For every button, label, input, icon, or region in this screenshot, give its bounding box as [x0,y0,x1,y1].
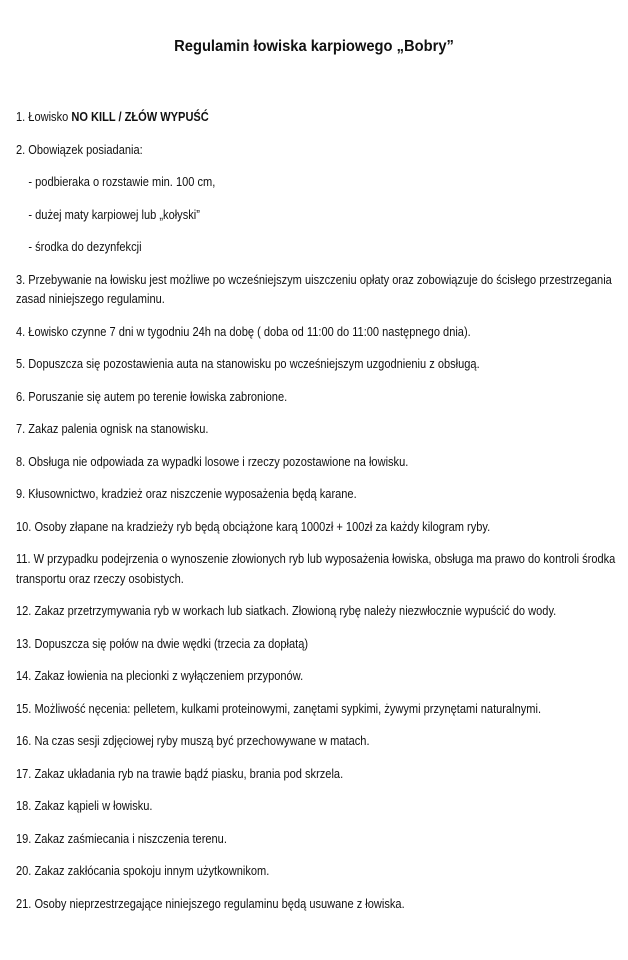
rule-subitem: - podbieraka o rozstawie min. 100 cm, [28,175,216,189]
rules-list [16,108,618,927]
document-title: Regulamin łowiska karpiowego „Bobry” [174,38,454,55]
rule-item: 16. Na czas sesji zdjęciowej ryby muszą być przechowywane w matach. [16,734,370,748]
rule-1-bold: NO KILL / ZŁÓW WYPUŚĆ [71,110,209,124]
rule-item: 15. Możliwość nęcenia: pelletem, kulkami proteinowymi, zanętami sypkimi, żywymi przynętami naturalnymi. [16,701,542,716]
rule-item: 4. Łowisko czynne 7 dni w tygodniu 24h na dobę ( doba od 11:00 do 11:00 następnego dnia). [16,324,471,339]
rule-item: 6. Poruszanie się autem po terenie łowiska zabronione. [16,389,288,404]
rule-subitem: - dużej maty karpiowej lub „kołyski” [28,207,200,222]
rule-item: 12. Zakaz przetrzymywania ryb w workach lub siatkach. Złowioną rybę należy niezwłocznie wypuścić do wody. [16,604,557,618]
rule-item: 17. Zakaz układania ryb na trawie bądź piasku, brania pod skrzela. [16,766,344,781]
rule-item: 21. Osoby nieprzestrzegające niniejszego regulaminu będą usuwane z łowiska. [16,896,405,911]
rule-item: 18. Zakaz kąpieli w łowisku. [16,799,153,813]
rule-item: 14. Zakaz łowienia na plecionki z wyłączeniem przyponów. [16,669,304,683]
rule-item: 7. Zakaz palenia ognisk na stanowisku. [16,422,209,436]
rule-1-prefix: 1. Łowisko [16,110,72,124]
rule-item: 20. Zakaz zakłócania spokoju innym użytkownikom. [16,864,270,878]
rule-item: 19. Zakaz zaśmiecania i niszczenia terenu. [16,831,227,846]
rule-item: 13. Dopuszcza się połów na dwie wędki (trzecia za dopłatą) [16,636,309,651]
rule-item: 5. Dopuszcza się pozostawienia auta na stanowisku po wcześniejszym uzgodnieniu z obsługą. [16,357,480,371]
rule-subitem: - środka do dezynfekcji [28,240,142,254]
rule-item: 11. W przypadku podejrzenia o wynoszenie złowionych ryb lub wyposażenia łowiska, obsługa ma prawo do kontroli środka transportu oraz rzeczy osobistych. [16,552,616,586]
rule-item: 8. Obsługa nie odpowiada za wypadki losowe i rzeczy pozostawione na łowisku. [16,454,409,469]
rule-item: 3. Przebywanie na łowisku jest możliwe po wcześniejszym uiszczeniu opłaty oraz zobowiązuje do ścisłego przestrzegania zasad niniejszego regulaminu. [16,272,612,306]
rule-item: 9. Kłusownictwo, kradzież oraz niszczenie wyposażenia będą karane. [16,487,357,501]
rule-item: 10. Osoby złapane na kradzieży ryb będą obciążone karą 1000zł + 100zł za każdy kilogram ryby. [16,519,491,534]
rule-item [16,108,618,128]
rule-item: 2. Obowiązek posiadania: [16,142,143,157]
